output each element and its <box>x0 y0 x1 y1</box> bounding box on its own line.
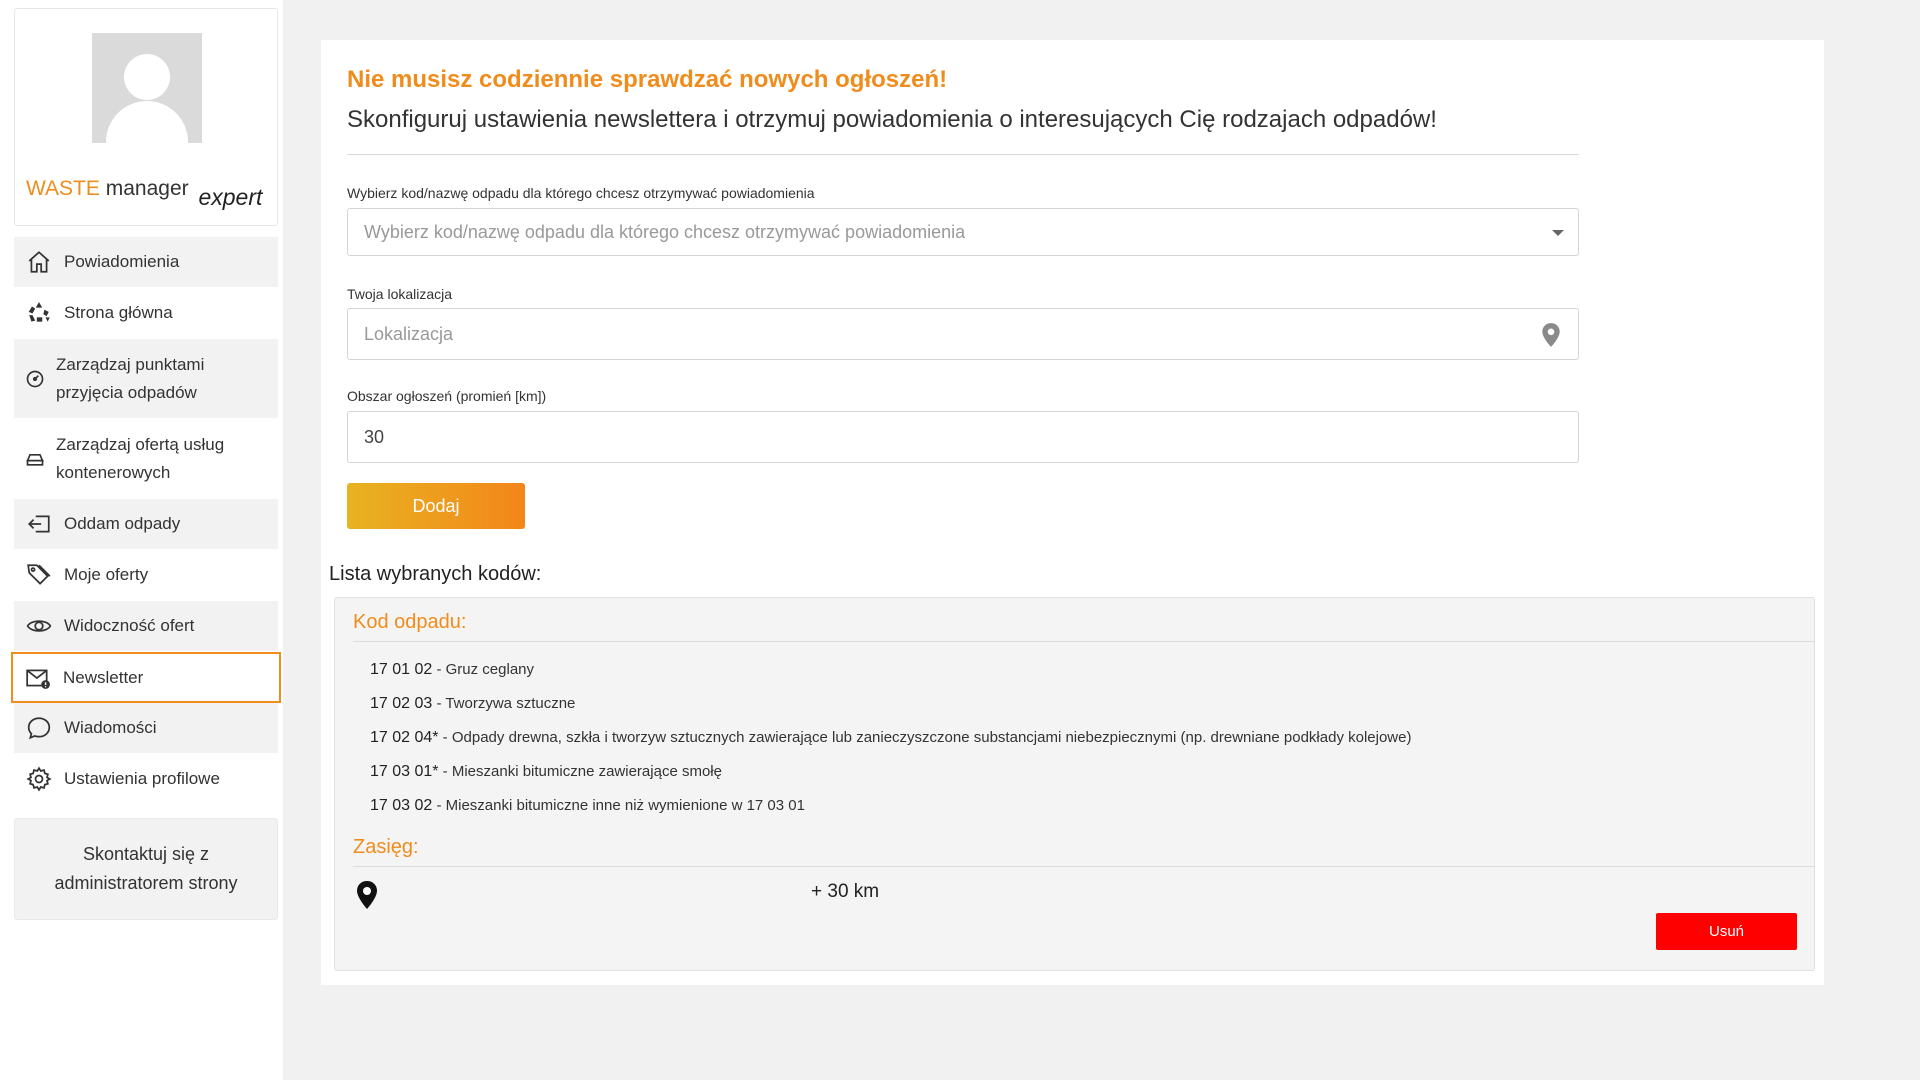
sidebar-item-moje-oferty[interactable] <box>14 550 278 601</box>
tags-icon <box>14 562 64 588</box>
page-headline: Nie musisz codziennie sprawdzać nowych ogłoszeń! <box>347 66 948 93</box>
waste-name: Gruz ceglany <box>445 661 534 678</box>
gauge-icon <box>14 369 56 389</box>
add-button[interactable]: Dodaj <box>347 483 525 529</box>
sidebar <box>0 0 283 1080</box>
radius-value: 30 <box>364 426 385 447</box>
waste-code: 17 01 02 <box>370 661 433 678</box>
sidebar-item-powiadomienia[interactable] <box>14 237 278 288</box>
radius-label: Obszar ogłoszeń (promień [km]) <box>347 388 547 404</box>
list-item: 17 03 01* - Mieszanki bitumiczne zawierające smołę <box>370 763 722 780</box>
sidebar-item-label: Widoczność ofert <box>64 616 195 635</box>
waste-name: Odpady drewna, szkła i tworzyw sztucznych zawierające lub zanieczyszczone substancjami niebezpiecznymi (np. drewniane podkłady kolejowe) <box>451 729 1412 746</box>
brand-waste: WASTE <box>26 177 100 200</box>
sidebar-item-label: Wiadomości <box>64 718 157 737</box>
sidebar-item-newsletter[interactable] <box>11 652 281 703</box>
sidebar-item-label: Moje oferty <box>64 565 149 584</box>
profile-card <box>14 8 278 226</box>
sidebar-item-wiadomosci[interactable] <box>14 703 278 754</box>
selected-codes-card <box>334 597 1815 971</box>
container-icon <box>14 449 56 469</box>
sidebar-item-label: Newsletter <box>63 667 144 687</box>
list-item: 17 02 04* - Odpady drewna, szkła i tworzyw sztucznych zawierające lub zanieczyszczone substancjami niebezpiecznymi (np. drewniane podkłady kolejowe) <box>370 729 1412 746</box>
location-placeholder: Lokalizacja <box>364 323 454 344</box>
waste-code: 17 03 01* <box>370 763 439 780</box>
contact-admin-label: Skontaktuj się z administratorem strony <box>54 844 238 893</box>
brand-expert: expert <box>198 184 263 210</box>
location-input[interactable] <box>347 308 1579 360</box>
range-section-title: Zasięg: <box>353 836 419 858</box>
brand-logo[interactable] <box>26 174 263 210</box>
eye-icon <box>14 613 64 639</box>
selected-codes-title: Lista wybranych kodów: <box>329 563 542 585</box>
page-subheadline: Skonfiguruj ustawienia newslettera i otrzymuj powiadomienia o interesujących Cię rodzajach odpadów! <box>347 106 1437 133</box>
brand-manager: manager <box>105 177 189 200</box>
envelope-alert-icon <box>13 665 63 691</box>
divider <box>353 866 1815 867</box>
waste-code-label: Wybierz kod/nazwę odpadu dla którego chcesz otrzymywać powiadomienia <box>347 185 815 201</box>
list-item: 17 01 02 - Gruz ceglany <box>370 661 534 678</box>
list-item: 17 03 02 - Mieszanki bitumiczne inne niż wymienione w 17 03 01 <box>370 797 805 814</box>
sidebar-item-label: Powiadomienia <box>64 252 180 271</box>
map-pin-icon <box>355 880 379 915</box>
waste-code: 17 02 03 <box>370 695 433 712</box>
avatar[interactable] <box>92 33 202 143</box>
radius-input[interactable] <box>347 411 1579 463</box>
delete-button[interactable]: Usuń <box>1656 913 1797 950</box>
sidebar-item-label: Strona główna <box>64 303 173 322</box>
divider <box>347 154 1579 155</box>
sidebar-item-widocznosc-ofert[interactable] <box>14 601 278 652</box>
recycle-icon <box>14 300 64 326</box>
home-icon <box>14 249 64 275</box>
give-away-icon <box>14 511 64 537</box>
sidebar-menu <box>14 237 278 805</box>
location-pin-icon[interactable] <box>1540 322 1562 353</box>
chat-bubble-icon <box>14 715 64 741</box>
sidebar-item-label: Oddam odpady <box>64 514 181 533</box>
range-value: + 30 km <box>811 881 880 902</box>
sidebar-item-ustawienia-profilowe[interactable] <box>14 754 278 805</box>
sidebar-item-uslugi-kontenerowe[interactable] <box>14 419 278 499</box>
waste-name: Mieszanki bitumiczne zawierające smołę <box>451 763 722 780</box>
divider <box>353 641 1815 642</box>
sidebar-item-oddam-odpady[interactable] <box>14 499 278 550</box>
contact-admin-link[interactable] <box>14 818 278 920</box>
codes-list <box>370 660 1411 830</box>
chevron-down-icon[interactable] <box>1552 230 1564 236</box>
waste-code: 17 02 04* <box>370 729 439 746</box>
sidebar-item-strona-glowna[interactable] <box>14 288 278 339</box>
sidebar-item-label: Zarządzaj punktami przyjęcia odpadów <box>56 354 205 402</box>
sidebar-item-label: Ustawienia profilowe <box>64 769 220 788</box>
waste-name: Tworzywa sztuczne <box>445 695 576 712</box>
gear-icon <box>14 766 64 792</box>
waste-code: 17 03 02 <box>370 797 433 814</box>
codes-section-title: Kod odpadu: <box>353 611 467 633</box>
sidebar-item-punkty-przyjecia[interactable] <box>14 339 278 419</box>
waste-code-select[interactable] <box>347 208 1579 256</box>
newsletter-panel <box>321 40 1824 985</box>
location-label: Twoja lokalizacja <box>347 286 453 302</box>
list-item: 17 02 03 - Tworzywa sztuczne <box>370 695 576 712</box>
sidebar-item-label: Zarządzaj ofertą usług kontenerowych <box>56 434 225 482</box>
waste-code-placeholder: Wybierz kod/nazwę odpadu dla którego chcesz otrzymywać powiadomienia <box>364 221 966 242</box>
waste-name: Mieszanki bitumiczne inne niż wymienione w 17 03 01 <box>445 797 805 814</box>
